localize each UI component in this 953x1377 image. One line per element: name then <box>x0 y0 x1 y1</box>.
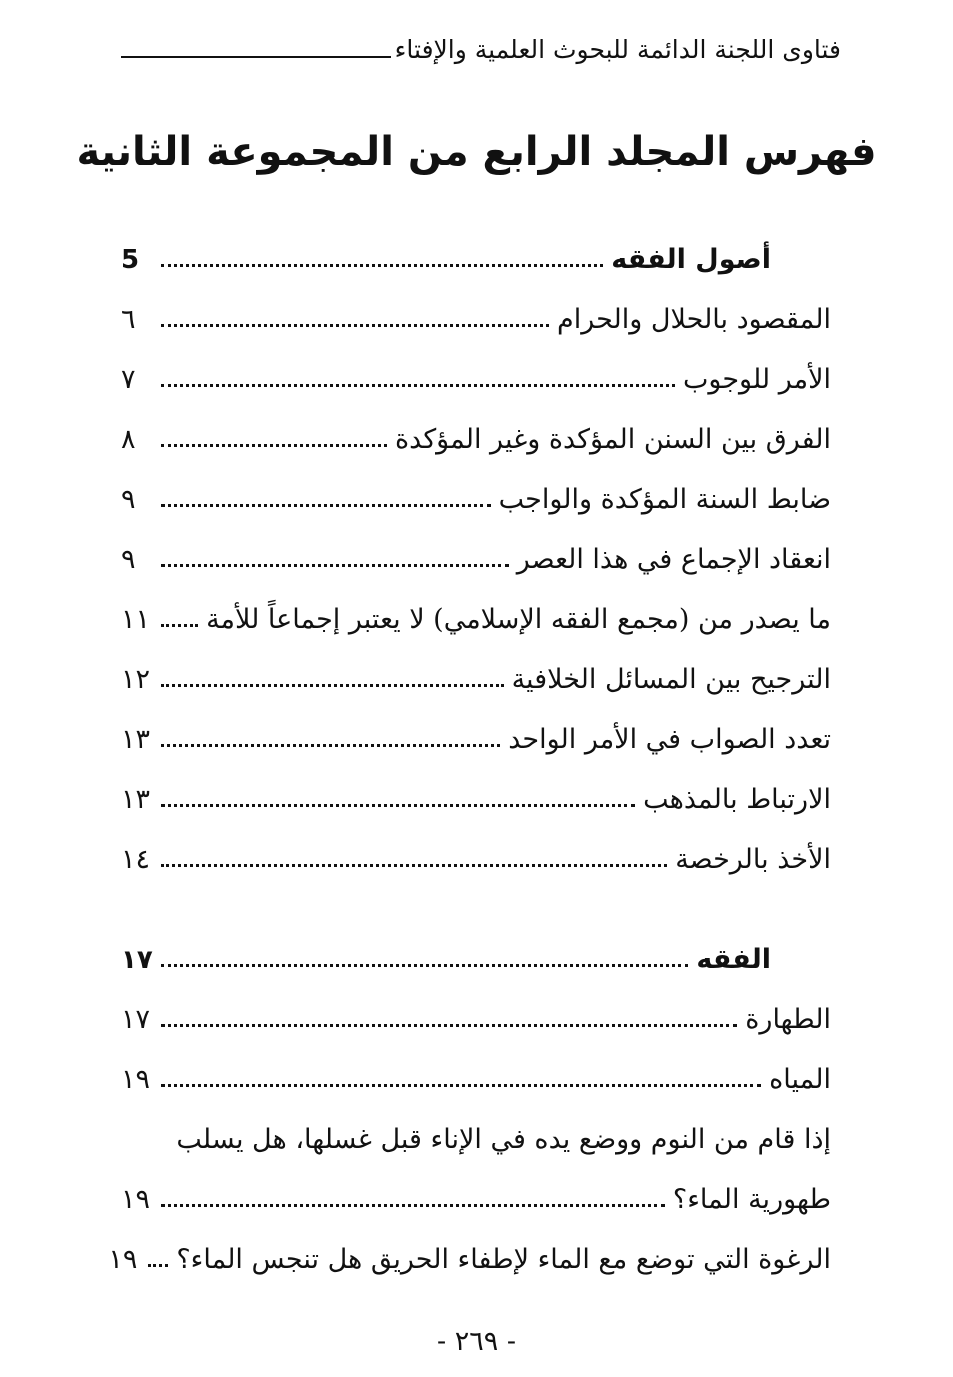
dot-leader <box>161 264 603 267</box>
dot-leader <box>161 504 491 507</box>
toc-entry <box>121 336 831 396</box>
toc-entry <box>121 456 831 516</box>
toc-entry-wrapped-line1 <box>121 1096 831 1156</box>
dot-leader <box>161 1084 761 1087</box>
toc-entry <box>121 1036 831 1096</box>
dot-leader <box>161 964 688 967</box>
toc-entry <box>121 276 831 336</box>
toc-entry <box>121 516 831 576</box>
toc-entry <box>121 696 831 756</box>
toc-entry-wrapped-line2 <box>121 1156 831 1216</box>
toc-heading <box>121 216 831 276</box>
toc-entry-page: ١٣ <box>121 783 151 815</box>
running-header-title: فتاوى اللجنة الدائمة للبحوث العلمية والإفتاء <box>394 35 841 64</box>
toc-entry-label: إذا قام من النوم ووضع يده في الإناء قبل غسلها، هل يسلب <box>176 1123 831 1155</box>
toc-entry-label: الفرق بين السنن المؤكدة وغير المؤكدة <box>395 423 831 455</box>
dot-leader <box>161 564 509 567</box>
toc-entry-page: ١٩ <box>108 1243 138 1275</box>
toc-entry-page: ٨ <box>121 423 136 455</box>
dot-leader <box>161 624 198 627</box>
dot-leader <box>161 684 504 687</box>
toc-section-usul <box>121 216 831 876</box>
toc-entry <box>121 396 831 456</box>
dot-leader <box>161 1024 737 1027</box>
toc-heading <box>121 916 831 976</box>
toc-entry-page: ٩ <box>121 483 136 515</box>
toc-entry-label: الرغوة التي توضع مع الماء لإطفاء الحريق هل تنجس الماء؟ <box>176 1243 831 1275</box>
toc-entry-page: ١٧ <box>121 1003 151 1035</box>
dot-leader <box>161 744 500 747</box>
toc-entry-label: الارتباط بالمذهب <box>643 783 831 815</box>
toc-entry-page: ٧ <box>121 363 136 395</box>
toc-entry <box>121 816 831 876</box>
toc-entry <box>121 576 831 636</box>
toc-entry <box>121 976 831 1036</box>
toc-entry <box>108 1216 831 1276</box>
toc-entry-page: ٦ <box>121 303 136 335</box>
dot-leader <box>148 1264 168 1267</box>
toc-entry-page: ١٤ <box>121 843 151 875</box>
toc-entry-label: المقصود بالحلال والحرام <box>557 303 831 335</box>
page-title: فهرس المجلد الرابع من المجموعة الثانية <box>76 129 877 175</box>
toc-entry-label: الأمر للوجوب <box>682 363 831 395</box>
toc-entry-page: ١٣ <box>121 723 151 755</box>
toc-heading-label: أصول الفقه <box>611 243 771 275</box>
toc-entry-page: ١٩ <box>121 1063 151 1095</box>
page-number: - ٢٦٩ - <box>437 1326 516 1357</box>
toc-heading-page: ١٧ <box>121 944 153 975</box>
toc-entry-page: ٩ <box>121 543 136 575</box>
toc-entry-label: الطهارة <box>745 1003 831 1035</box>
dot-leader <box>161 864 667 867</box>
toc-entry-label: تعدد الصواب في الأمر الواحد <box>508 723 831 755</box>
header-rule <box>121 56 391 58</box>
dot-leader <box>161 324 549 327</box>
toc-heading-page: 5 <box>121 244 140 275</box>
toc-entry-label: الأخذ بالرخصة <box>675 843 831 875</box>
toc-entry <box>121 756 831 816</box>
toc-entry-label: انعقاد الإجماع في هذا العصر <box>516 543 831 575</box>
toc-entry <box>121 636 831 696</box>
dot-leader <box>161 444 387 447</box>
dot-leader <box>161 384 675 387</box>
dot-leader <box>161 804 635 807</box>
toc-entry-page: ١٩ <box>121 1183 151 1215</box>
toc-heading-label: الفقه <box>696 943 771 975</box>
toc-section-fiqh <box>108 916 831 1276</box>
toc-entry-label: الترجيح بين المسائل الخلافية <box>511 663 831 695</box>
toc-entry-label: طهورية الماء؟ <box>672 1183 831 1215</box>
toc-entry-label: ما يصدر من (مجمع الفقه الإسلامي) لا يعتبر إجماعاً للأمة <box>206 603 831 635</box>
toc-entry-label: ضابط السنة المؤكدة والواجب <box>498 483 831 515</box>
running-header <box>121 22 841 62</box>
toc-entry-page: ١١ <box>121 603 151 635</box>
dot-leader <box>161 1204 665 1207</box>
toc-entry-page: ١٢ <box>121 663 151 695</box>
toc-entry-label: المياه <box>769 1063 831 1095</box>
